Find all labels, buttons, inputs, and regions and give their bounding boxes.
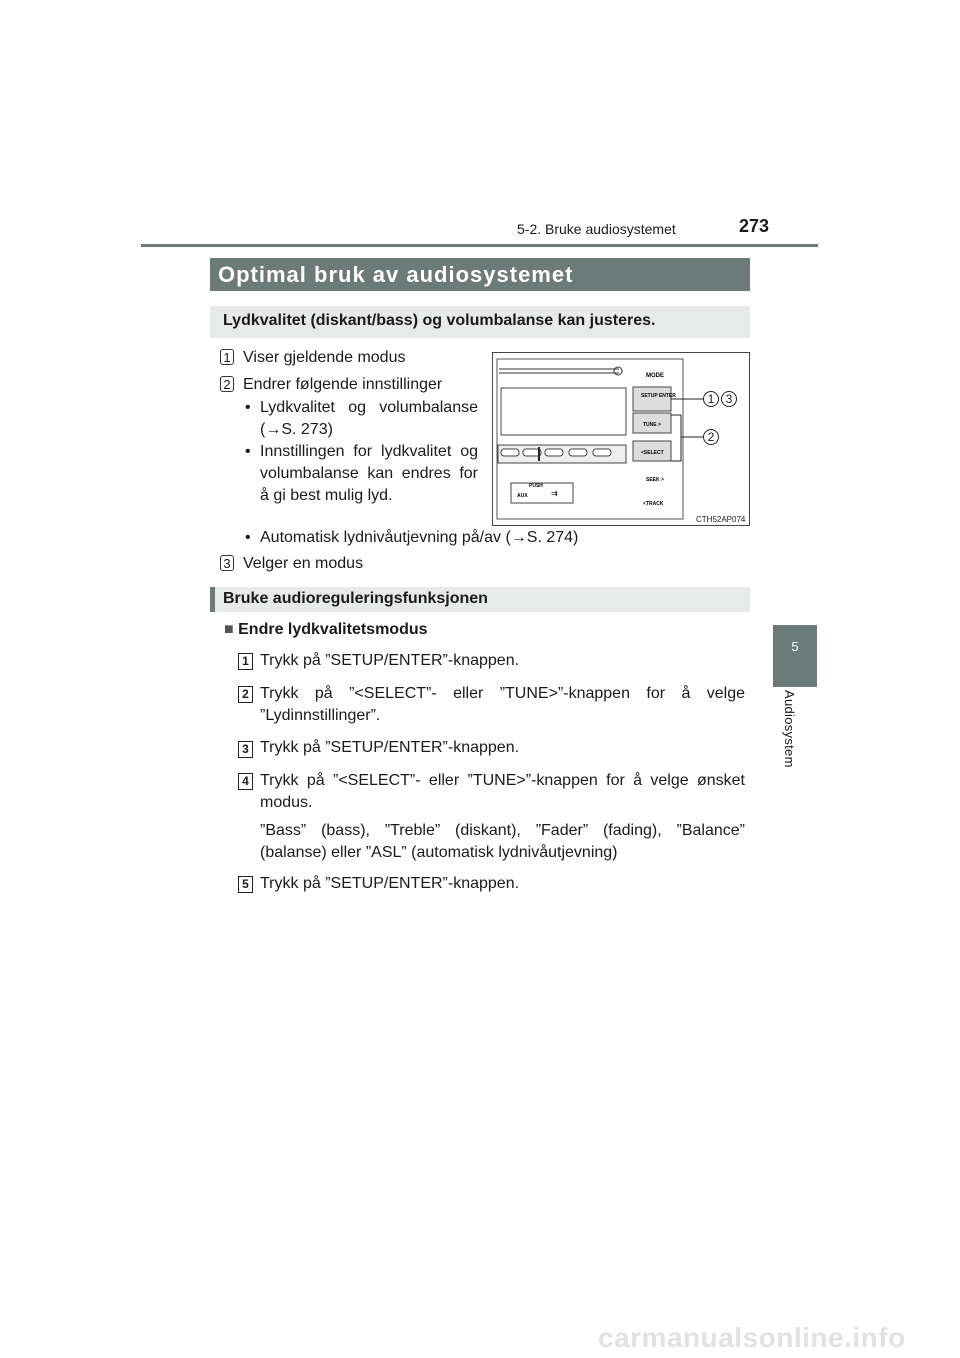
setup-enter-label: SETUP ENTER xyxy=(641,393,676,399)
callout-number: 2 xyxy=(220,376,234,392)
mode-heading-text: Endre lydkvalitetsmodus xyxy=(238,621,428,638)
track-label: <TRACK xyxy=(643,501,664,507)
page-title: Optimal bruk av audiosystemet xyxy=(218,262,574,287)
step-number: 1 xyxy=(238,653,253,670)
bullet-dot: • xyxy=(245,399,251,416)
select-label: <SELECT xyxy=(641,450,664,456)
bullet-text: Automatisk lydnivåutjevning på/av (→S. 274) xyxy=(260,529,579,546)
step-text: Trykk på ”SETUP/ENTER”-knappen. xyxy=(260,739,520,756)
push-label: PUSH xyxy=(529,483,543,489)
tune-label: TUNE > xyxy=(643,422,661,428)
chapter-label: Audiosystem xyxy=(782,690,797,768)
mode-heading xyxy=(224,621,428,639)
header-divider xyxy=(141,244,818,247)
step-number: 2 xyxy=(238,686,253,703)
step-text: Trykk på ”<SELECT”- eller ”TUNE>”-knappen for å velge ønsket modus. xyxy=(260,772,745,811)
step-text: Trykk på ”<SELECT”- eller ”TUNE>”-knappen for å velge ”Lydinnstillinger”. xyxy=(260,685,745,724)
callout-text: Endrer følgende innstillinger xyxy=(243,376,443,393)
callout-text: Viser gjeldende modus xyxy=(243,349,406,366)
seek-label: SEEK > xyxy=(646,477,664,483)
step-number: 4 xyxy=(238,773,253,790)
preset-button xyxy=(593,449,611,456)
preset-button xyxy=(569,449,587,456)
intro-text: Lydkvalitet (diskant/bass) og volumbalanse kan justeres. xyxy=(223,312,656,329)
aux-label: AUX xyxy=(517,493,528,499)
callout-number: 3 xyxy=(220,555,234,571)
figure-callout: 3 xyxy=(721,391,737,407)
section-header: 5-2. Bruke audiosystemet xyxy=(517,221,676,237)
step-number: 5 xyxy=(238,876,253,893)
bullet-text: Lydkvalitet og volumbalanse (→S. 273) xyxy=(260,399,478,438)
step-text: Trykk på ”SETUP/ENTER”-knappen. xyxy=(260,875,520,892)
figure-callout: 1 xyxy=(703,391,719,407)
step-number: 3 xyxy=(238,741,253,758)
subheading: Bruke audioreguleringsfunksjonen xyxy=(223,590,488,607)
page-number: 273 xyxy=(739,216,770,236)
mode-label: MODE xyxy=(646,373,664,379)
usb-icon: ⇉ xyxy=(551,489,558,498)
figure-callout: 2 xyxy=(703,429,719,445)
watermark: carmanualsonline.info xyxy=(598,1322,906,1353)
figure-code: CTH52AP074 xyxy=(696,515,746,524)
chapter-tab: 5 xyxy=(773,625,817,687)
setup-enter-button xyxy=(633,387,671,411)
bullet-text: Innstillingen for lydkvalitet og volumbalanse kan endres for å gi best mulig lyd. xyxy=(260,443,478,504)
bullet-dot: • xyxy=(245,529,251,546)
step-text: Trykk på ”SETUP/ENTER”-knappen. xyxy=(260,652,520,669)
preset-button xyxy=(545,449,563,456)
square-bullet-icon: ■ xyxy=(224,621,234,638)
callout-number: 1 xyxy=(220,349,234,365)
preset-button xyxy=(501,449,519,456)
callout-text: Velger en modus xyxy=(243,555,364,572)
step-note: ”Bass” (bass), ”Treble” (diskant), ”Fader” (fading), ”Balance” (balanse) eller ”ASL” (automatisk lydnivåutjevning) xyxy=(260,822,745,861)
bullet-dot: • xyxy=(245,443,251,460)
audio-unit-figure xyxy=(492,352,750,526)
